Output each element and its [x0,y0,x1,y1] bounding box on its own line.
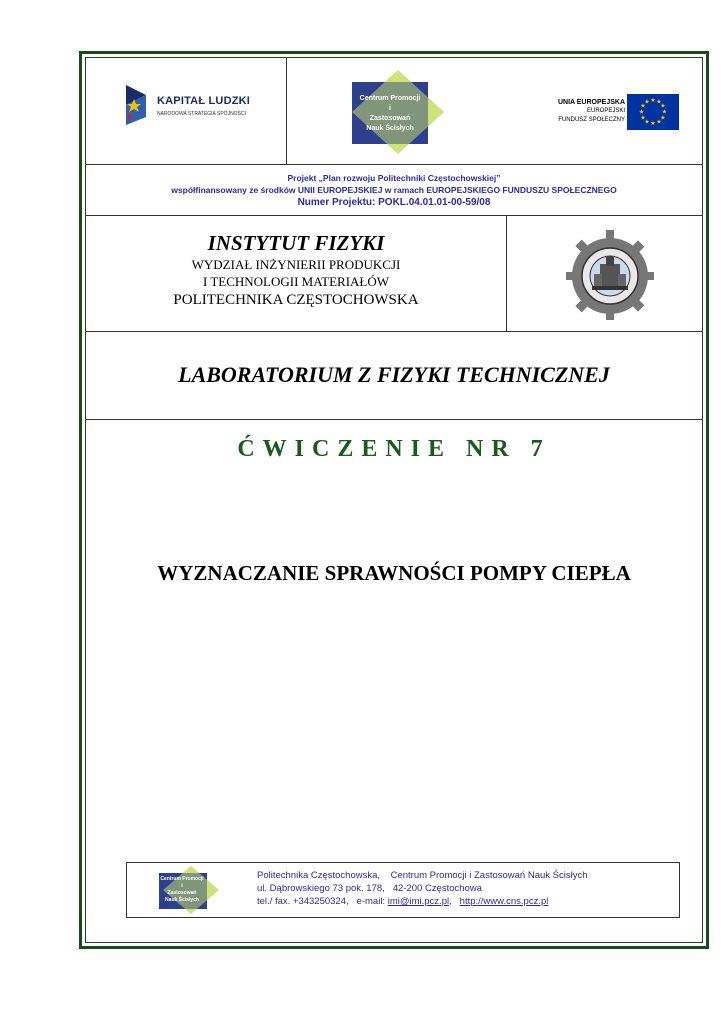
lab-title: LABORATORIUM Z FIZYKI TECHNICZNEJ [178,362,610,387]
faculty-line-1: WYDZIAŁ INŻYNIERII PRODUKCJI [191,257,401,272]
footer-centrum-text: Centrum Promocji i Zastosowań Nauk Ścisłych [160,876,204,903]
page-frame-inner [85,57,703,943]
page-frame [79,51,709,949]
institute-row [86,216,702,332]
svg-text:★: ★ [644,118,650,126]
project-title: Projekt „Plan rozwoju Politechniki Częstochowskiej” [287,173,501,183]
svg-text:★: ★ [650,97,656,104]
project-info-row [86,165,702,216]
eu-logo-text: UNIA EUROPEJSKA EUROPEJSKI FUNDUSZ SPOŁECZNY [557,99,625,123]
eu-flag-icon [627,94,679,130]
svg-text:★: ★ [650,120,656,127]
project-number: Numer Projektu: POKL.04.01.01-00-59/08 [297,197,491,208]
exercise-topic: WYZNACZANIE SPRAWNOŚCI POMPY CIEPŁA [157,561,631,585]
svg-text:★: ★ [661,108,668,116]
eu-logo [541,94,681,134]
faculty-line-2: I TECHNOLOGII MATERIAŁÓW [202,274,390,289]
institute-info [86,230,506,310]
kapital-ludzki-subtitle: NARODOWA STRATEGIA SPÓJNOŚCI [157,111,246,117]
institute-title: INSTYTUT FIZYKI [207,231,385,255]
institute-divider [506,216,507,331]
footer-centrum-logo [157,865,221,915]
project-info [86,172,702,210]
svg-text:★: ★ [640,114,646,122]
centrum-promocji-logo [348,68,448,156]
footer-box [126,862,680,918]
centrum-logo-text: Centrum Promocji i Zastosowań Nauk Ścisłych [359,95,421,132]
kapital-ludzki-logo [124,83,274,128]
footer-line-2: ul. Dąbrowskiego 73 pok. 178, 42-200 Częstochowa [257,883,482,894]
svg-text:★: ★ [644,98,650,106]
svg-text:★: ★ [656,118,662,126]
svg-text:★: ★ [660,102,666,110]
svg-text:★: ★ [640,102,646,110]
logos-divider [286,58,287,164]
footer-line-3: tel./ fax. +343250324, e-mail: imi@imi.pcz.pl, http://www.cns.pcz.pl [257,896,549,907]
logos-row [86,58,702,165]
website-link[interactable]: http://www.cns.pcz.pl [459,896,549,907]
kapital-ludzki-title: KAPITAŁ LUDZKI [157,95,251,107]
university-name: POLITECHNIKA CZĘSTOCHOWSKA [173,292,419,308]
email-link[interactable]: imi@imi.pcz.pl [387,896,450,907]
footer-contact [257,869,588,908]
project-funding: współfinansowany ze środków UNII EUROPEJSKIEJ w ramach EUROPEJSKIEGO FUNDUSZU SPOŁECZNEGO [171,185,617,195]
svg-text:★: ★ [660,114,666,122]
exercise-number: ĆWICZENIE NR 7 [237,436,551,462]
university-seal-icon [564,228,656,320]
kapital-ludzki-icon [124,83,154,127]
svg-text:★: ★ [638,108,645,116]
svg-text:★: ★ [656,98,662,106]
lab-title-row [86,332,702,420]
footer-line-1: Politechnika Częstochowska, Centrum Promocji i Zastosowań Nauk Ścisłych [257,870,588,881]
